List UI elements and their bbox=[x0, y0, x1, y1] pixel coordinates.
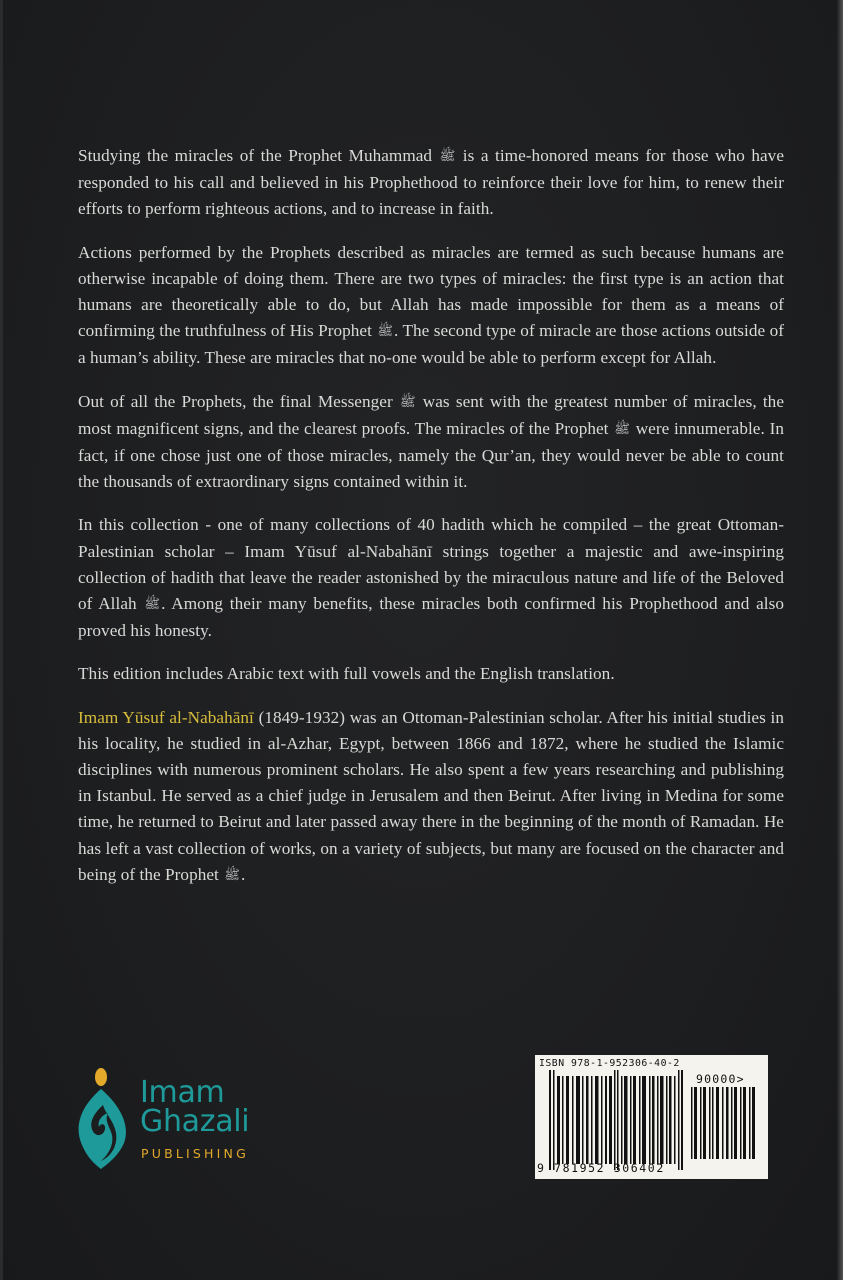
honorific-icon: ﷺ bbox=[614, 420, 630, 436]
blurb-text bbox=[78, 143, 784, 906]
blurb-paragraph-2 bbox=[78, 240, 784, 372]
isbn-barcode bbox=[535, 1055, 768, 1179]
publisher-name bbox=[140, 1075, 250, 1139]
cover-right-edge bbox=[837, 0, 843, 1280]
blurb-paragraph-3 bbox=[78, 389, 784, 496]
text-fragment: . Among their many benefits, these miracles both confirmed his Prophethood and also proved his honesty. bbox=[78, 594, 784, 641]
text-fragment: This edition includes Arabic text with full vowels and the English translation. bbox=[78, 664, 615, 684]
author-name: Imam Yūsuf al-Nabahānī bbox=[78, 707, 254, 727]
publisher-name-line-1: Imam bbox=[140, 1075, 225, 1110]
isbn-label: ISBN 978-1-952306-40-2 bbox=[539, 1058, 680, 1069]
honorific-icon: ﷺ bbox=[399, 393, 416, 409]
honorific-icon: ﷺ bbox=[377, 323, 394, 339]
price-code: 90000> bbox=[696, 1072, 745, 1086]
text-fragment: (1849-1932) was an Ottoman-Palestinian scholar. After his initial studies in his locality, he studied in al-Azhar, Egypt, between 1866 and 1872, where he studied the Islamic disciplines with numerous prominent scholars. He also spent a few years researching and publishing in Istanbul. He served as a chief judge in Jerusalem and then Beirut. After living in Medina for some time, he returned to Beirut and later passed away there in the beginning of the month of Ramadan. He has left a vast collection of works, on a variety of subjects, but many are focused on the character and being of the Prophet bbox=[78, 707, 784, 884]
text-fragment: Out of all the Prophets, the final Messenger bbox=[78, 391, 399, 411]
barcode-addon-bars-icon bbox=[691, 1087, 757, 1159]
flame-drop-logo-icon bbox=[72, 1065, 138, 1175]
blurb-paragraph-1 bbox=[78, 143, 784, 223]
blurb-paragraph-5 bbox=[78, 661, 784, 687]
publisher-tagline: PUBLISHING bbox=[141, 1146, 249, 1161]
cover-left-edge bbox=[0, 0, 3, 1280]
honorific-icon: ﷺ bbox=[144, 596, 161, 612]
blurb-paragraph-4 bbox=[78, 512, 784, 644]
text-fragment: were innumerable. In fact, if one chose just one of those miracles, namely the Qur’an, they would never be able to count the thousands of extraordinary signs contained within it. bbox=[78, 418, 784, 492]
text-fragment: . The second type of miracle are those actions outside of a human’s ability. These are miracles that no-one would be able to perform except for Allah. bbox=[78, 321, 784, 368]
honorific-icon: ﷺ bbox=[439, 148, 456, 163]
honorific-icon: ﷺ bbox=[224, 866, 240, 882]
text-fragment: was sent with the greatest number of miracles, the most magnificent signs, and the clearest proofs. The miracles of the Prophet bbox=[78, 391, 785, 438]
barcode-bars-icon bbox=[549, 1070, 689, 1170]
text-fragment: Actions performed by the Prophets described as miracles are termed as such because humans are otherwise incapable of doing them. There are two types of miracles: the first type is an action that humans are theoretically able to do, but Allah has made impossible for them as a means of confirming the truthfulness of His Prophet bbox=[78, 242, 784, 341]
barcode-digits: 9 781952 306402 bbox=[537, 1161, 665, 1175]
text-fragment: In this collection - one of many collections of 40 hadith which he compiled – the great Ottoman-Palestinian scholar – Imam Yūsuf al-Nabahānī strings together a majestic and awe-inspiring collection of hadith that leave the reader astonished by the miraculous nature and life of the Beloved of Allah bbox=[78, 515, 784, 614]
author-bio bbox=[78, 705, 784, 889]
publisher-name-line-2: Ghazali bbox=[140, 1104, 250, 1139]
publisher-logo bbox=[72, 1065, 272, 1175]
text-fragment: is a time-honored means for those who have responded to his call and believed in his Prophethood to reinforce their love for him, to renew their efforts to perform righteous actions, and to increase in faith. bbox=[78, 146, 784, 219]
text-fragment: . bbox=[240, 864, 246, 884]
text-fragment: Studying the miracles of the Prophet Muhammad bbox=[78, 146, 439, 165]
